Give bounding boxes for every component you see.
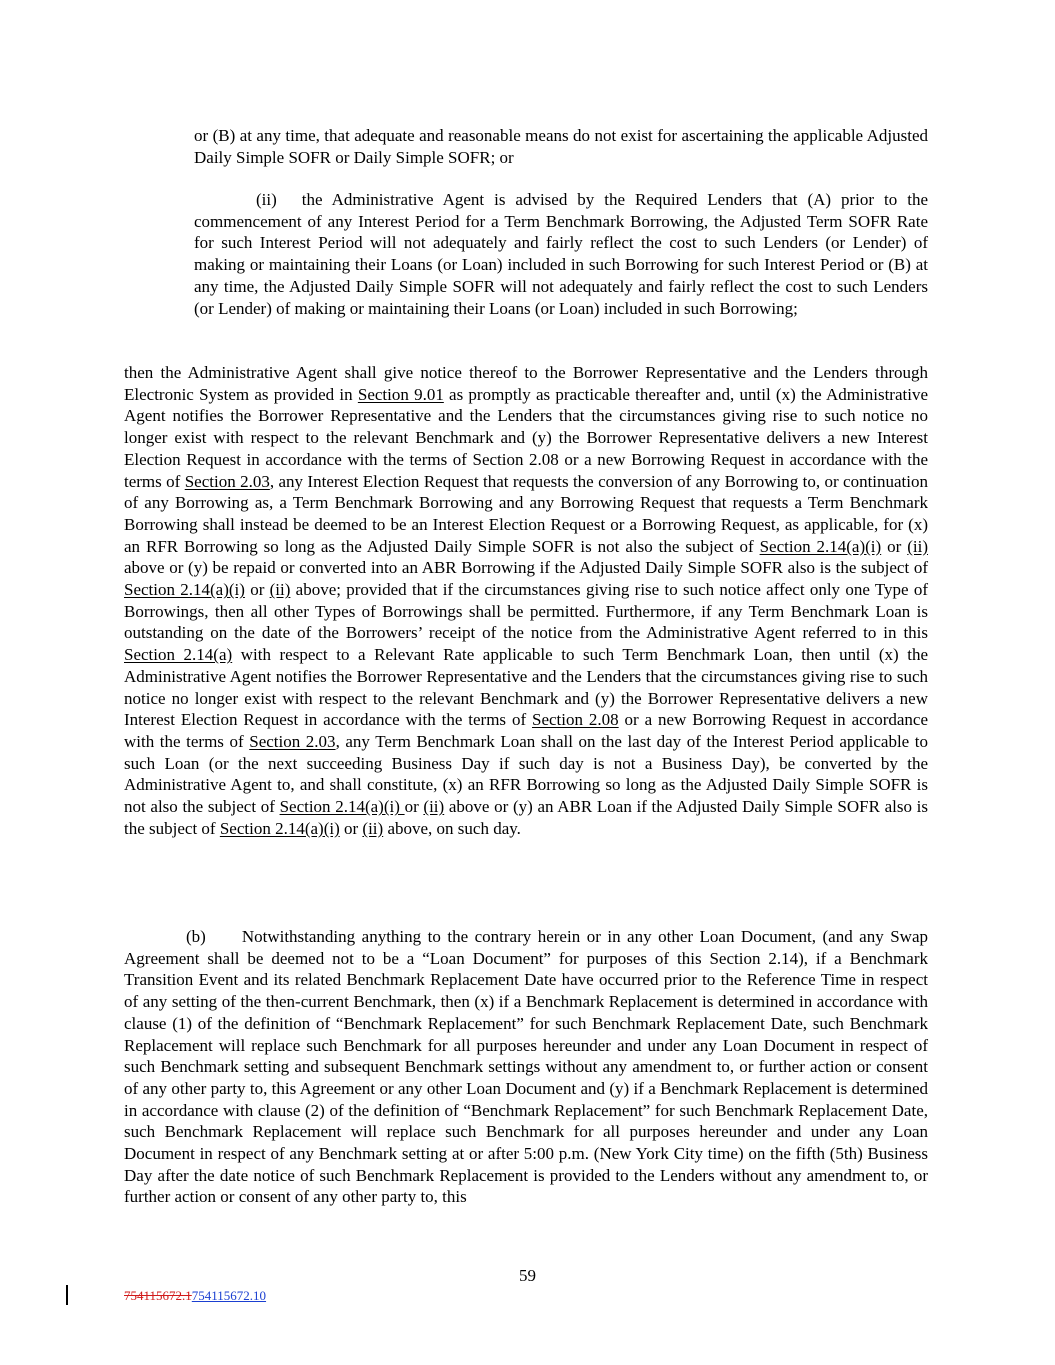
text-run: or [881,536,908,556]
section-reference: (ii) [269,580,291,600]
clause-b-text: Notwithstanding anything to the contrary herein or in any other Loan Document, (and any Swap Agreement shall be deemed not to be a “Loan Document” for purposes of this Section 2.14), if a Benchmark Transition Event and its related Benchmark Replacement Date have occurred prior to the Reference Time in respect of any setting of the then-current Benchmark, then (x) if a Benchmark Replacement is determined in accordance with clause (1) of the definition of “Benchmark Replacement” for such Benchmark Replacement Date, such Benchmark Replacement will replace such Benchmark for all purposes hereunder and under any Loan Document in respect of such Benchmark setting and subsequent Benchmark settings without any amendment to, or further action or consent of any other party to, this Agreement or any other Loan Document and (y) if a Benchmark Replacement is determined in accordance with clause (2) of the definition of “Benchmark Replacement” for such Benchmark Replacement Date, such Benchmark Replacement will replace such Benchmark for all purposes hereunder and under any Loan Document in respect of any Benchmark setting at or after 5:00 p.m. (New York City time) on the fifth (5th) Business Day after the date notice of such Benchmark Replacement is provided to the Lenders without any amendment to, or further action or consent of any other party to, this [124,927,928,1207]
section-reference: Section 2.14(a)(i) [219,818,340,838]
document-id-deleted: 754115672.1 [124,1288,192,1303]
text-run: above or (y) an ABR Loan if the Adjusted Daily Simple SOFR also is the subject of [124,797,928,838]
clause-ii-text: the Administrative Agent is advised by the Required Lenders that (A) prior to the commencement of any Interest Period for a Term Benchmark Borrowing, the Adjusted Term SOFR Rate for such Interest Period will not adequately and fairly reflect the cost to such Lenders (or Lender) of making or maintaining their Loans (or Loan) included in such Borrowing for such Interest Period or (B) at any time, the Adjusted Daily Simple SOFR will not adequately and fairly reflect the cost to such Lenders (or Lender) of making or maintaining their Loans (or Loan) included in such Borrowing; [194,190,928,318]
text-run: with respect to a Relevant Rate applicable to such Term Benchmark Loan, then until (x) the Administrative Agent notifies the Borrower Representative and the Lenders that the circumstances giving rise to such notice no longer exist with respect to the relevant Benchmark and (y) the Borrower Representative delivers a new Interest Election Request in accordance with the terms of [124,645,928,730]
text-run: , any Term Benchmark Loan shall on the last day of the Interest Period applicable to such Loan (or the next succeeding Business Day if such day is not a Business Day), be converted by the Administrative Agent to, and shall constitute, (x) an RFR Borrowing so long as the Adjusted Daily Simple SOFR is not also the subject of [124,731,929,817]
then-paragraph [124,362,928,839]
section-reference: Section 2.14(a)(i) [759,536,882,556]
section-reference: (ii) [423,797,445,817]
document-id [124,1288,266,1304]
text-run: as promptly as practicable thereafter and, until (x) the Administrative Agent notifies the Borrower Representative and the Lenders that the circumstances giving rise to such notice no longer exist with respect to the relevant Benchmark and (y) the Borrower Representative delivers a new Interest Election Request in accordance with the terms of Section 2.08 or a new Borrowing Request in accordance with the terms of [124,384,928,491]
clause-ii [194,189,928,319]
section-reference: Section 2.14(a) [124,645,233,665]
text-run: then the Administrative Agent shall give notice thereof to the Borrower Representative and the Lenders through Electronic System as provided in [124,363,928,404]
text-run: or [404,797,424,817]
text-run: or [244,580,270,600]
clause-b-label: (b) [186,927,206,946]
revision-change-bar [66,1285,68,1305]
section-reference: Section 2.14(a)(i) [279,797,405,817]
section-reference: Section 2.03 [249,731,336,751]
section-reference: Section 9.01 [357,384,444,404]
section-reference: Section 2.08 [532,710,619,730]
text-run: above or (y) be repaid or converted into an ABR Borrowing if the Adjusted Daily Simple SOFR also is the subject of [124,558,928,578]
text-run: or [339,818,363,838]
section-reference: (ii) [907,536,929,556]
text-run: , any Interest Election Request that requests the conversion of any Borrowing to, or continuation of any Borrowing as, a Term Benchmark Borrowing and any Borrowing Request that requests a Term Benchmark Borrowing shall instead be deemed to be an Interest Election Request or a Borrowing Request, as applicable, for (x) an RFR Borrowing so long as the Adjusted Daily Simple SOFR is not also the subject of [124,471,929,556]
clause-b [124,926,928,1208]
clause-i-continuation: or (B) at any time, that adequate and reasonable means do not exist for ascertaining the applicable Adjusted Daily Simple SOFR or Daily Simple SOFR; or [194,126,928,167]
document-id-inserted: 754115672.10 [191,1288,267,1303]
text-run: or a new Borrowing Request in accordance with the terms of [124,710,928,751]
section-reference: (ii) [362,818,384,838]
clause-ii-label: (ii) [256,190,277,209]
section-reference: Section 2.03 [184,471,270,491]
text-run: above, on such day. [383,818,521,838]
text-run: above; provided that if the circumstances giving rise to such notice affect only one Type of Borrowings, then all other Types of Borrowings shall be permitted. Furthermore, if any Term Benchmark Loan is outstanding on the date of the Borrowers’ receipt of the notice from the Administrative Agent referred to in this [124,580,928,643]
section-reference: Section 2.14(a)(i) [124,580,245,600]
page-number: 59 [519,1266,536,1285]
